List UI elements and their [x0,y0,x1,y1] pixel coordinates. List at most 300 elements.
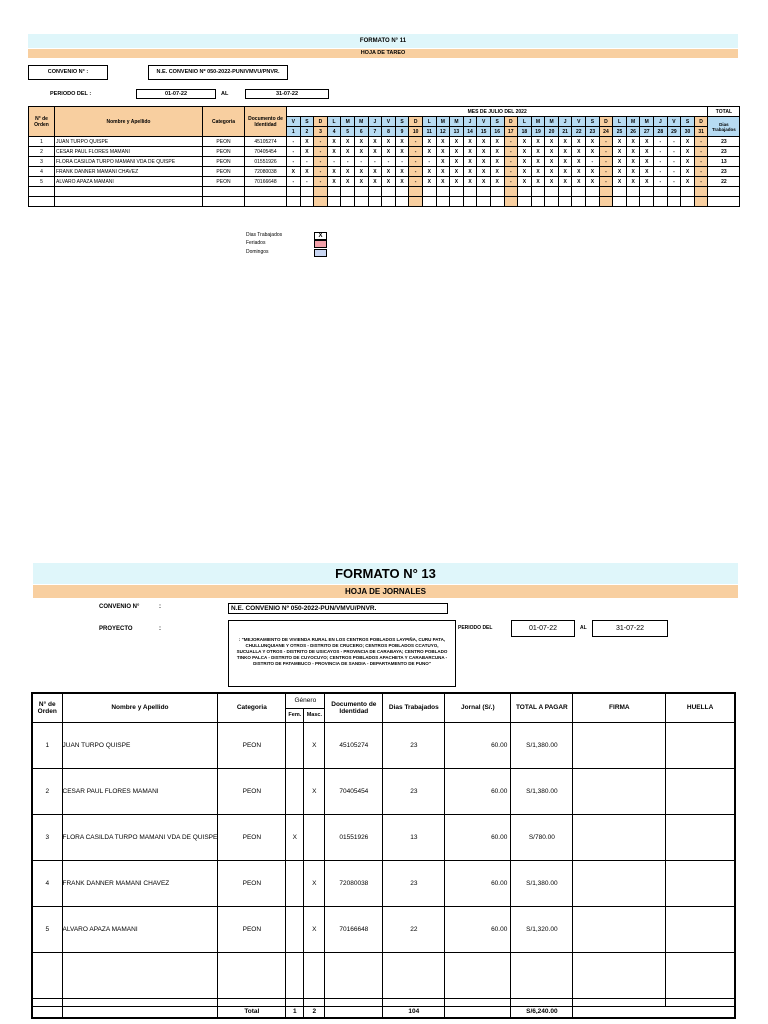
weekday-header: J [463,117,477,127]
col-documento-header: Documento de Identidad [325,693,383,722]
day-cell: X [327,177,341,187]
weekday-header: J [654,117,668,127]
row-huella [666,906,735,952]
row-fem [286,906,304,952]
day-number-header: 8 [382,127,396,137]
row-documento: 72080038 [245,167,287,177]
row-jornal: 60.00 [445,860,511,906]
weekday-header: D [409,117,423,127]
day-cell: X [382,167,396,177]
day-cell: - [409,157,423,167]
day-number-header: 10 [409,127,423,137]
proyecto-label: PROYECTO [99,626,133,632]
weekday-header: L [613,117,627,127]
day-cell: X [558,167,572,177]
day-cell: X [477,147,491,157]
day-number-header: 21 [558,127,572,137]
row-masc: X [304,768,325,814]
row-firma [573,722,666,768]
weekday-header: V [287,117,301,127]
periodo-13-to: 31-07-22 [592,620,668,637]
day-cell: X [368,147,382,157]
day-cell: X [640,177,654,187]
day-cell: - [504,167,518,177]
row-orden: 3 [32,814,62,860]
day-number-header: 5 [341,127,355,137]
col-firma-header: FIRMA [573,693,666,722]
jornal-row [32,906,735,952]
day-cell: X [640,147,654,157]
row-orden: 4 [29,167,55,177]
row-categoria: PEON [218,768,286,814]
day-cell: - [599,167,613,177]
col-total-header: TOTAL A PAGAR [511,693,573,722]
day-cell: X [572,147,586,157]
row-total: 23 [708,167,740,177]
month-header: MES DE JULIO DEL 2022 [287,107,708,117]
row-documento: 72080038 [325,860,383,906]
total-header: TOTAL [708,107,740,117]
day-cell: X [613,167,627,177]
tareo-row [29,177,740,187]
row-fem: X [286,814,304,860]
dias-trabajados-header: Dias Trabajados [708,117,740,137]
legend-swatch-trabajados: X [314,232,327,240]
day-cell: - [504,177,518,187]
col-categoria-header: Categoria [218,693,286,722]
day-cell: X [477,137,491,147]
weekday-header: J [558,117,572,127]
weekday-header: S [681,117,695,127]
col-jornal-header: Jornal (S/.) [445,693,511,722]
day-cell: X [572,177,586,187]
row-documento: 70405454 [245,147,287,157]
proyecto-colon: : [159,626,161,632]
day-number-header: 27 [640,127,654,137]
day-number-header: 28 [654,127,668,137]
day-cell: - [654,147,668,157]
day-cell: X [327,137,341,147]
row-documento: 01551926 [325,814,383,860]
day-cell: X [586,137,600,147]
al-label: AL [221,91,229,97]
total-fem: 1 [286,1006,304,1018]
tareo-row [29,147,740,157]
row-categoria: PEON [203,147,245,157]
day-cell: - [287,147,301,157]
day-cell: - [667,137,681,147]
weekday-header: L [327,117,341,127]
row-huella [666,722,735,768]
row-categoria: PEON [203,157,245,167]
day-number-header: 29 [667,127,681,137]
day-cell: X [626,137,640,147]
day-cell: X [545,137,559,147]
day-cell: - [654,137,668,147]
day-cell: X [586,147,600,157]
day-cell: X [422,177,436,187]
day-cell: - [599,147,613,157]
periodo-to: 31-07-22 [245,89,329,99]
convenio-13-value: N.E. CONVENIO Nº 050-2022-PUN/VMVU/PNVR. [228,603,448,614]
day-number-header: 24 [599,127,613,137]
day-cell: - [504,157,518,167]
row-documento: 01551926 [245,157,287,167]
day-cell: X [436,177,450,187]
day-cell: - [314,147,328,157]
day-cell: - [667,177,681,187]
legend-label-trabajados: Dias Trabajados [246,232,283,238]
weekday-header: M [640,117,654,127]
day-number-header: 11 [422,127,436,137]
day-cell: X [395,137,409,147]
day-cell: X [341,147,355,157]
day-cell: X [382,137,396,147]
day-cell: X [545,157,559,167]
weekday-header: V [572,117,586,127]
day-cell: X [572,157,586,167]
row-nombre: JUAN TURPO QUISPE [55,137,203,147]
day-cell: X [422,137,436,147]
col-documento-header: Documento de Identidad [245,107,287,137]
day-cell: - [694,147,708,157]
day-cell: X [518,137,532,147]
row-total-pagar: S/1,380.00 [511,768,573,814]
day-cell: X [436,167,450,177]
tareo-row [29,137,740,147]
day-cell: X [450,147,464,157]
row-nombre: CESAR PAUL FLORES MAMANI [55,147,203,157]
day-cell: - [694,177,708,187]
row-orden: 3 [29,157,55,167]
day-cell: X [477,157,491,167]
row-firma [573,860,666,906]
day-cell: X [531,157,545,167]
weekday-header: M [341,117,355,127]
total-pagar: S/6,240.00 [511,1006,573,1018]
day-cell: - [422,157,436,167]
weekday-header: V [667,117,681,127]
row-orden: 1 [29,137,55,147]
day-cell: X [518,147,532,157]
day-cell: X [681,157,695,167]
row-fem [286,722,304,768]
day-cell: X [463,177,477,187]
total-label: Total [218,1006,286,1018]
day-cell: X [422,147,436,157]
convenio-13-label: CONVENIO N° [99,604,140,610]
day-cell: X [558,147,572,157]
day-cell: - [314,167,328,177]
row-orden: 4 [32,860,62,906]
day-number-header: 31 [694,127,708,137]
day-cell: - [368,157,382,167]
row-firma [573,906,666,952]
day-number-header: 1 [287,127,301,137]
day-number-header: 17 [504,127,518,137]
weekday-header: M [626,117,640,127]
day-cell: X [490,157,504,167]
row-total: 22 [708,177,740,187]
row-huella [666,860,735,906]
row-orden: 2 [32,768,62,814]
row-dias: 23 [383,722,445,768]
day-cell: X [640,167,654,177]
weekday-header: D [694,117,708,127]
day-cell: X [531,177,545,187]
tareo-empty-row [29,187,740,197]
day-cell: X [354,177,368,187]
day-cell: X [518,167,532,177]
convenio-13-colon: : [159,604,161,610]
weekday-header: D [504,117,518,127]
day-cell: X [436,157,450,167]
row-nombre: ALVARO APAZA MAMANI [55,177,203,187]
day-cell: - [409,167,423,177]
day-cell: X [450,177,464,187]
periodo-13-label: PERIODO DEL [458,625,493,631]
col-fem-header: Fem. [286,708,304,722]
day-cell: X [626,147,640,157]
row-total: 13 [708,157,740,167]
row-dias: 23 [383,860,445,906]
tareo-empty-row [29,197,740,207]
day-cell: X [463,167,477,177]
day-cell: X [586,177,600,187]
row-nombre: FRANK DANNER MAMANI CHAVEZ [62,860,218,906]
row-huella [666,768,735,814]
row-masc: X [304,722,325,768]
day-number-header: 3 [314,127,328,137]
col-orden-header: N° de Orden [32,693,62,722]
day-number-header: 9 [395,127,409,137]
col-categoria-header: Categoria [203,107,245,137]
total-masc: 2 [304,1006,325,1018]
row-fem [286,768,304,814]
day-number-header: 26 [626,127,640,137]
row-nombre: FLORA CASILDA TURPO MAMANI VDA DE QUISPE [62,814,218,860]
day-cell: - [694,137,708,147]
weekday-header: L [422,117,436,127]
row-categoria: PEON [218,906,286,952]
day-cell: X [681,137,695,147]
day-cell: - [409,147,423,157]
row-masc: X [304,906,325,952]
day-cell: X [490,137,504,147]
row-dias: 22 [383,906,445,952]
day-cell: X [477,167,491,177]
day-number-header: 23 [586,127,600,137]
day-cell: - [667,167,681,177]
day-cell: - [586,157,600,167]
day-cell: - [667,157,681,167]
row-nombre: ALVARO APAZA MAMANI [62,906,218,952]
day-cell: - [314,177,328,187]
day-cell: - [599,157,613,167]
day-cell: X [626,177,640,187]
row-orden: 1 [32,722,62,768]
day-cell: X [368,177,382,187]
col-huella-header: HUELLA [666,693,735,722]
day-cell: X [545,177,559,187]
row-categoria: PEON [203,137,245,147]
day-cell: - [314,137,328,147]
day-cell: - [599,177,613,187]
tareo-table [28,106,740,207]
weekday-header: S [300,117,314,127]
row-total-pagar: S/780.00 [511,814,573,860]
day-cell: - [395,157,409,167]
day-cell: - [667,147,681,157]
hoja-de-jornales-subtitle: HOJA DE JORNALES [33,585,738,598]
hoja-de-tareo-subtitle: HOJA DE TAREO [28,49,738,58]
day-cell: X [354,167,368,177]
row-categoria: PEON [203,167,245,177]
jornales-table [31,692,736,1019]
day-cell: X [613,177,627,187]
day-cell: - [354,157,368,167]
row-orden: 5 [29,177,55,187]
day-cell: - [341,157,355,167]
weekday-header: V [382,117,396,127]
day-cell: - [654,177,668,187]
day-cell: X [518,177,532,187]
weekday-header: M [450,117,464,127]
day-cell: X [531,167,545,177]
row-orden: 5 [32,906,62,952]
row-masc [304,814,325,860]
day-number-header: 13 [450,127,464,137]
day-cell: X [572,137,586,147]
day-cell: X [640,157,654,167]
row-jornal: 60.00 [445,814,511,860]
day-cell: - [287,137,301,147]
day-cell: - [287,157,301,167]
day-number-header: 2 [300,127,314,137]
row-nombre: FLORA CASILDA TURPO MAMANI VDA DE QUISPE [55,157,203,167]
weekday-header: D [314,117,328,127]
day-number-header: 22 [572,127,586,137]
day-cell: X [586,167,600,177]
legend-swatch-feriados [314,240,327,248]
day-cell: X [681,167,695,177]
row-nombre: FRANK DANNER MAMANI CHAVEZ [55,167,203,177]
day-cell: X [450,137,464,147]
day-cell: X [422,167,436,177]
day-cell: X [626,157,640,167]
weekday-header: S [586,117,600,127]
formato-13-title: FORMATO N° 13 [33,563,738,584]
day-number-header: 18 [518,127,532,137]
day-cell: X [531,147,545,157]
weekday-header: S [395,117,409,127]
weekday-header: S [490,117,504,127]
row-documento: 45105274 [245,137,287,147]
row-categoria: PEON [203,177,245,187]
day-cell: X [572,167,586,177]
legend-label-feriados: Feriados [246,240,266,246]
day-cell: X [395,177,409,187]
col-orden-header: N° de Orden [29,107,55,137]
jornal-row [32,860,735,906]
convenio-value: N.E. CONVENIO Nº 050-2022-PUN/VMVU/PNVR. [148,65,288,80]
day-cell: X [613,147,627,157]
tareo-row [29,167,740,177]
day-cell: X [558,157,572,167]
row-documento: 70166648 [325,906,383,952]
day-cell: X [681,147,695,157]
row-categoria: PEON [218,860,286,906]
day-cell: X [341,167,355,177]
day-number-header: 30 [681,127,695,137]
weekday-header: J [368,117,382,127]
weekday-header: D [599,117,613,127]
weekday-header: M [354,117,368,127]
day-cell: - [300,177,314,187]
tareo-row [29,157,740,167]
day-cell: X [382,177,396,187]
day-cell: - [654,157,668,167]
jornal-row [32,722,735,768]
col-nombre-header: Nombre y Apellido [55,107,203,137]
day-cell: - [327,157,341,167]
row-total-pagar: S/1,320.00 [511,906,573,952]
row-jornal: 60.00 [445,906,511,952]
periodo-13-from: 01-07-22 [511,620,575,637]
row-nombre: CESAR PAUL FLORES MAMANI [62,768,218,814]
day-cell: - [694,157,708,167]
weekday-header: M [531,117,545,127]
day-cell: X [490,167,504,177]
day-cell: X [531,137,545,147]
row-documento: 70166648 [245,177,287,187]
day-cell: X [463,137,477,147]
day-cell: X [368,167,382,177]
day-cell: X [490,147,504,157]
day-cell: - [654,167,668,177]
day-cell: X [450,167,464,177]
day-cell: X [436,137,450,147]
row-dias: 13 [383,814,445,860]
day-cell: X [395,167,409,177]
day-cell: X [613,157,627,167]
row-total-pagar: S/1,380.00 [511,860,573,906]
legend-swatch-domingos [314,249,327,257]
weekday-header: M [436,117,450,127]
day-cell: X [558,177,572,187]
row-jornal: 60.00 [445,722,511,768]
total-dias: 104 [383,1006,445,1018]
legend-label-domingos: Domingos [246,249,269,255]
row-masc: X [304,860,325,906]
row-categoria: PEON [218,722,286,768]
day-cell: - [300,157,314,167]
day-cell: X [450,157,464,167]
weekday-header: L [518,117,532,127]
day-cell: X [354,147,368,157]
day-cell: X [626,167,640,177]
day-cell: - [694,167,708,177]
row-categoria: PEON [218,814,286,860]
day-cell: X [545,147,559,157]
col-genero-header: Género [286,693,325,708]
row-dias: 23 [383,768,445,814]
day-cell: X [382,147,396,157]
jornal-row [32,768,735,814]
day-cell: X [681,177,695,187]
row-firma [573,768,666,814]
row-fem [286,860,304,906]
